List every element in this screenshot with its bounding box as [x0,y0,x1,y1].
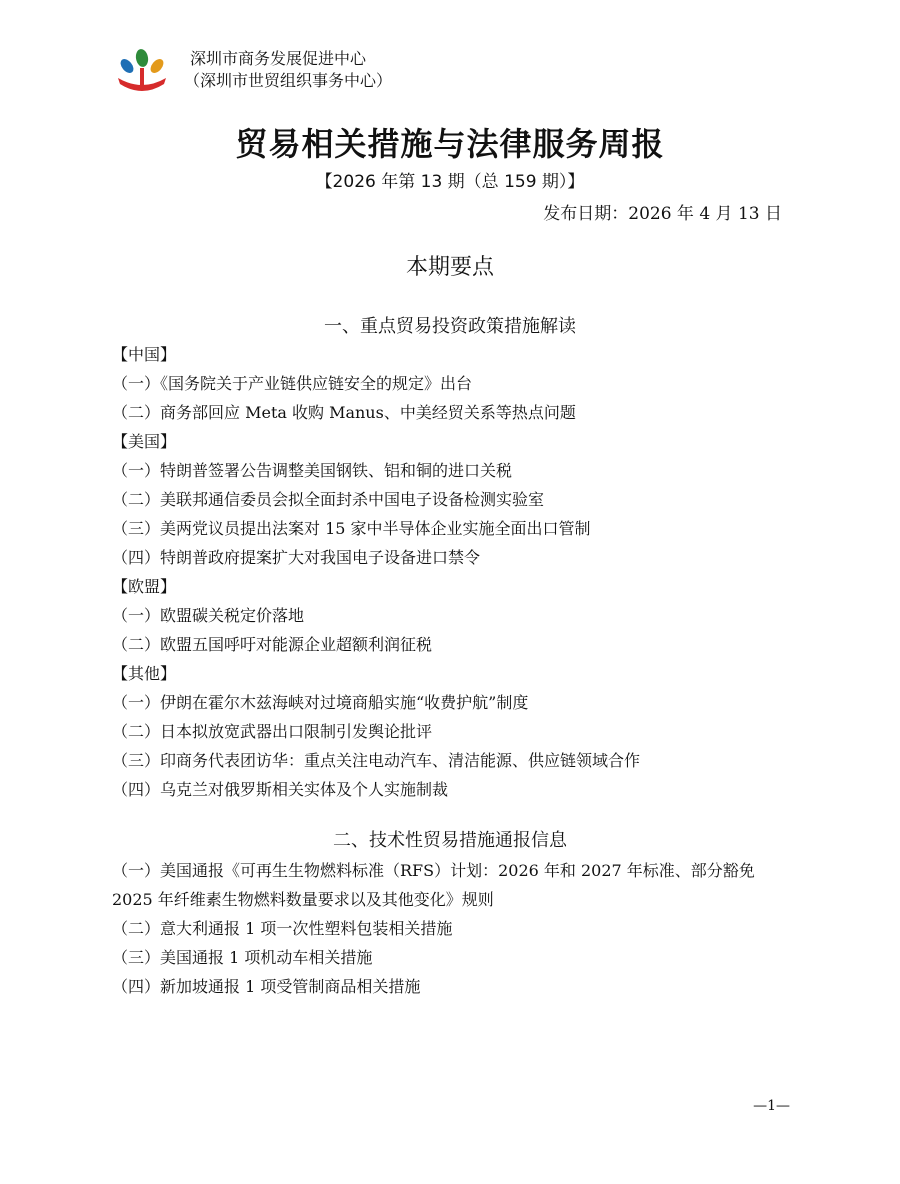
page-number: —1— [753,1098,790,1114]
section1-title: 一、重点贸易投资政策措施解读 [324,316,576,337]
list-item: （二）商务部回应 Meta 收购 Manus、中美经贸关系等热点问题 [112,403,576,422]
section2-title: 二、技术性贸易措施通报信息 [333,830,567,851]
list-item: （一）欧盟碳关税定价落地 [112,606,305,625]
list-item: （二）意大利通报 1 项一次性塑料包装相关措施 [112,919,453,938]
list-item: （一）伊朗在霍尔木兹海峡对过境商船实施“收费护航”制度 [112,693,529,712]
list-item: （二）美联邦通信委员会拟全面封杀中国电子设备检测实验室 [112,490,545,509]
list-item: （四）新加坡通报 1 项受管制商品相关措施 [112,977,421,996]
list-item: （三）美两党议员提出法案对 15 家中半导体企业实施全面出口管制 [112,519,591,538]
region-label-china: 【中国】 [112,345,177,364]
list-item: （二）日本拟放宽武器出口限制引发舆论批评 [112,722,433,741]
org-alt-name: （深圳市世贸组织事务中心） [184,71,393,90]
list-item: （一）美国通报《可再生生物燃料标准（RFS）计划：2026 年和 2027 年标准、部分豁免 2025 年纤维素生物燃料数量要求以及其他变化》规则 [112,861,755,909]
org-name-block [184,48,393,92]
region-label-other: 【其他】 [112,664,177,683]
org-name: 深圳市商务发展促进中心 [190,49,367,68]
list-item: （二）欧盟五国呼吁对能源企业超额利润征税 [112,635,433,654]
list-item: （三）美国通报 1 项机动车相关措施 [112,948,373,967]
highlights-title: 本期要点 [405,255,494,280]
list-item: （三）印商务代表团访华：重点关注电动汽车、清洁能源、供应链领域合作 [112,751,641,770]
report-title: 贸易相关措施与法律服务周报 [235,125,665,163]
region-label-eu: 【欧盟】 [112,577,177,596]
issue-number: 【2026 年第 13 期（总 159 期）】 [315,172,585,192]
list-item: （一）《国务院关于产业链供应链安全的规定》出台 [112,374,473,393]
section1-list [112,340,802,804]
publish-date: 发布日期：2026 年 4 月 13 日 [543,204,782,224]
list-item: （四）特朗普政府提案扩大对我国电子设备进口禁令 [112,548,481,567]
region-label-usa: 【美国】 [112,432,177,451]
org-logo-icon [112,48,172,96]
list-item: （一）特朗普签署公告调整美国钢铁、铝和铜的进口关税 [112,461,513,480]
section2-list [112,856,802,1001]
list-item: （四）乌克兰对俄罗斯相关实体及个人实施制裁 [112,780,449,799]
page-header [112,44,532,104]
